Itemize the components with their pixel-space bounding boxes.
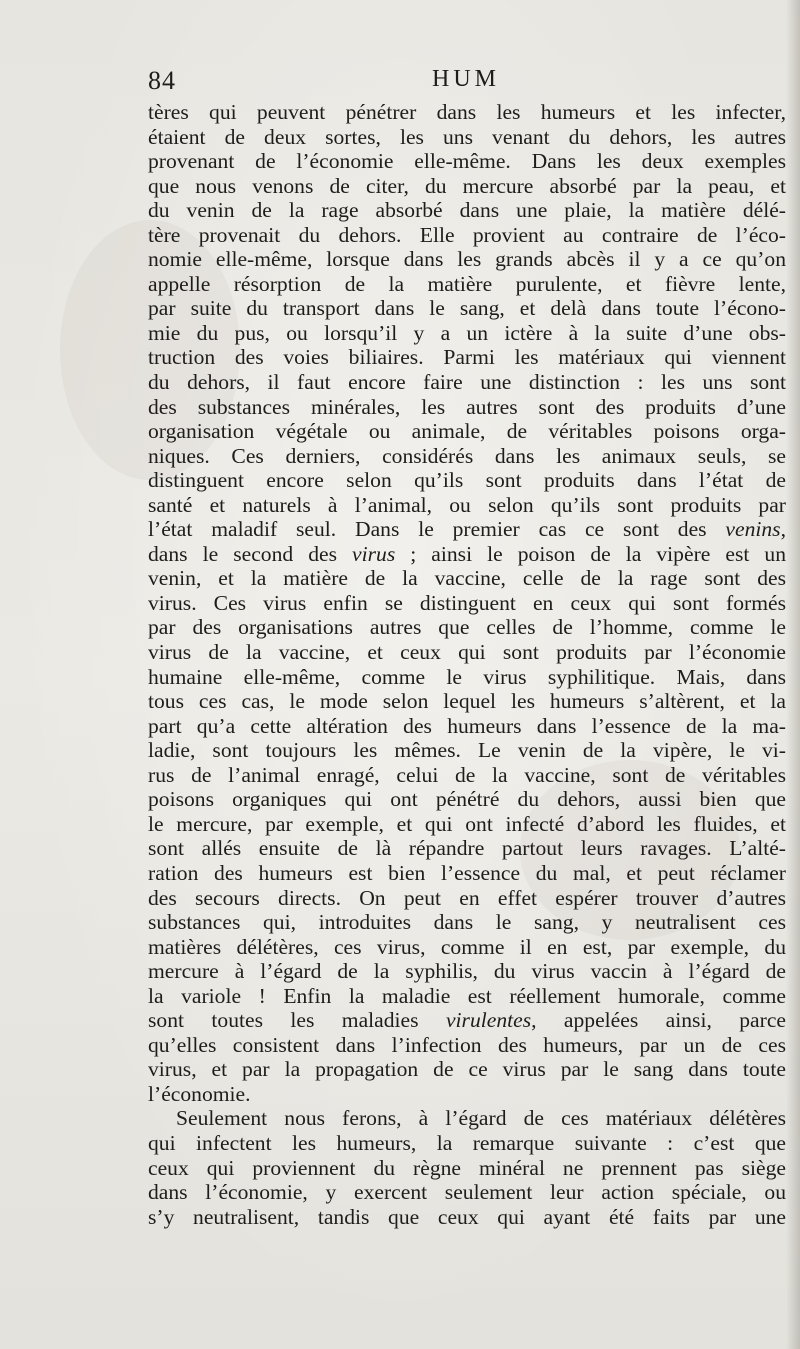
page-edge-shadow (786, 0, 800, 1349)
text-line: ration des humeurs est bien l’essence du mal, et peut réclamer (148, 860, 786, 885)
text-line: virus de la vaccine, et ceux qui sont produits par l’économie (148, 640, 786, 665)
text-line: ladie, sont toujours les mêmes. Le venin de la vipère, le vi- (148, 738, 786, 763)
paragraph (148, 100, 786, 1106)
text-line: matières délétères, ces virus, comme il en est, par exemple, du (148, 934, 786, 959)
text-line: organisation végétale ou animale, de véritables poisons orga- (148, 419, 786, 444)
text-line: étaient de deux sortes, les uns venant du dehors, les autres (148, 124, 786, 149)
text-line: s’y neutralisent, tandis que ceux qui ayant été faits par une (148, 1204, 786, 1229)
text-line: des secours directs. On peut en effet espérer trouver d’autres (148, 885, 786, 910)
text-line: niques. Ces derniers, considérés dans les animaux seuls, se (148, 443, 786, 468)
text-line: substances qui, introduites dans le sang, y neutralisent ces (148, 910, 786, 935)
text-line: la variole ! Enfin la maladie est réellement humorale, comme (148, 983, 786, 1008)
running-head: HUM (432, 66, 501, 92)
text-line: des substances minérales, les autres sont des produits d’une (148, 394, 786, 419)
text-line: ceux qui proviennent du règne minéral ne prennent pas siège (148, 1155, 786, 1180)
text-line: distinguent encore selon qu’ils sont produits dans l’état de (148, 468, 786, 493)
text-line: mie du pus, ou lorsqu’il y a un ictère à la suite d’une obs- (148, 320, 786, 345)
body-text (148, 100, 786, 1229)
text-line: du dehors, il faut encore faire une distinction : les uns sont (148, 370, 786, 395)
text-line: qui infectent les humeurs, la remarque suivante : c’est que (148, 1130, 786, 1155)
text-line: mercure à l’égard de la syphilis, du virus vaccin à l’égard de (148, 959, 786, 984)
text-line: virus, et par la propagation de ce virus par le sang dans toute (148, 1057, 786, 1082)
text-line: rus de l’animal enragé, celui de la vaccine, sont de véritables (148, 762, 786, 787)
page-header (148, 66, 788, 100)
text-line: Seulement nous ferons, à l’égard de ces matériaux délétères (176, 1106, 786, 1131)
text-line: provenant de l’économie elle-même. Dans les deux exemples (148, 149, 786, 174)
text-line: qu’elles consistent dans l’infection des humeurs, par un de ces (148, 1032, 786, 1057)
text-line: sont allés ensuite de là répandre partout leurs ravages. L’alté- (148, 836, 786, 861)
text-line: tères qui peuvent pénétrer dans les humeurs et les infecter, (148, 100, 786, 124)
text-line: poisons organiques qui ont pénétré du dehors, aussi bien que (148, 787, 786, 812)
text-line: tous ces cas, le mode selon lequel les humeurs s’altèrent, et la (148, 689, 786, 714)
text-line: appelle résorption de la matière purulente, et fièvre lente, (148, 271, 786, 296)
text-line: virus. Ces virus enfin se distinguent en ceux qui sont formés (148, 590, 786, 615)
text-line: part qu’a cette altération des humeurs dans l’essence de la ma- (148, 713, 786, 738)
text-line: du venin de la rage absorbé dans une plaie, la matière délé- (148, 198, 786, 223)
text-line: le mercure, par exemple, et qui ont infecté d’abord les fluides, et (148, 811, 786, 836)
text-line: santé et naturels à l’animal, ou selon qu’ils sont produits par (148, 492, 786, 517)
text-line: tère provenait du dehors. Elle provient au contraire de l’éco- (148, 222, 786, 247)
text-line: par suite du transport dans le sang, et delà dans toute l’écono- (148, 296, 786, 321)
text-line: par des organisations autres que celles de l’homme, comme le (148, 615, 786, 640)
text-line: humaine elle-même, comme le virus syphilitique. Mais, dans (148, 664, 786, 689)
page-number: 84 (148, 66, 176, 95)
text-line: dans l’économie, y exercent seulement leur action spéciale, ou (148, 1180, 786, 1205)
text-line: venin, et la matière de la vaccine, celle de la rage sont des (148, 566, 786, 591)
text-line: l’économie. (148, 1081, 251, 1106)
text-line: truction des voies biliaires. Parmi les matériaux qui viennent (148, 345, 786, 370)
text-line: que nous venons de citer, du mercure absorbé par la peau, et (148, 173, 786, 198)
paragraph (148, 1106, 786, 1229)
text-line: nomie elle-même, lorsque dans les grands abcès il y a ce qu’on (148, 247, 786, 272)
text-line: sont toutes les maladies virulentes, appelées ainsi, parce (148, 1008, 786, 1033)
text-line: l’état maladif seul. Dans le premier cas ce sont des venins, (148, 517, 786, 542)
text-line: dans le second des virus ; ainsi le poison de la vipère est un (148, 541, 786, 566)
